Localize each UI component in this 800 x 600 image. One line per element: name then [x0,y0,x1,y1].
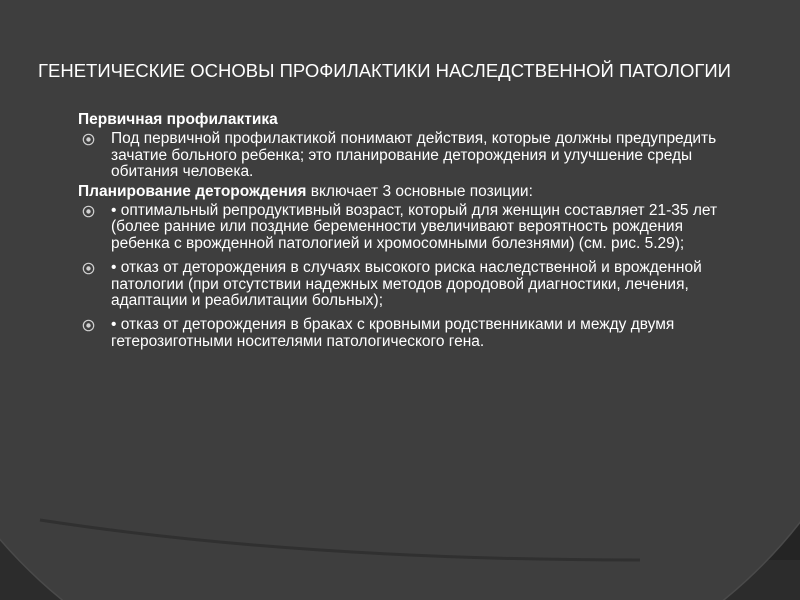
list-item-text: • оптимальный репродуктивный возраст, который для женщин составляет 21-35 лет (более ранние или поздние беременности увеличивают вероятность рождения ребенка с врожденной патологией и хромосомными болезнями) (см. рис. 5.29); [111,202,718,252]
target-bullet-icon [82,262,95,275]
list-item [78,131,718,180]
section-heading: Первичная профилактика [78,111,278,128]
target-bullet-icon [82,133,95,146]
list-item [78,260,718,309]
slide-content [78,112,718,358]
planning-bold-text: Планирование деторождения [78,182,307,200]
list-item [78,317,718,350]
list-item-text: • отказ от деторождения в случаях высокого риска наследственной и врожденной патологии (при отсутствии надежных методов дородовой диагностики, лечения, адаптации и реабилитации больных); [111,259,702,310]
planning-paragraph [78,184,718,200]
slide-title: ГЕНЕТИЧЕСКИЕ ОСНОВЫ ПРОФИЛАКТИКИ НАСЛЕДСТВЕННОЙ ПАТОЛОГИИ [38,60,731,81]
target-bullet-icon [82,319,95,332]
target-bullet-icon [82,205,95,218]
list-item-text: Под первичной профилактикой понимают действия, которые должны предупредить зачатие больного ребенка; это планирование деторождения и улучшение среды обитания человека. [111,130,717,181]
list-item [78,203,718,252]
list-item-text: • отказ от деторождения в браках с кровными родственниками и между двумя гетерозиготными носителями патологического гена. [111,316,675,350]
planning-rest-text: включает 3 основные позиции: [306,182,533,200]
